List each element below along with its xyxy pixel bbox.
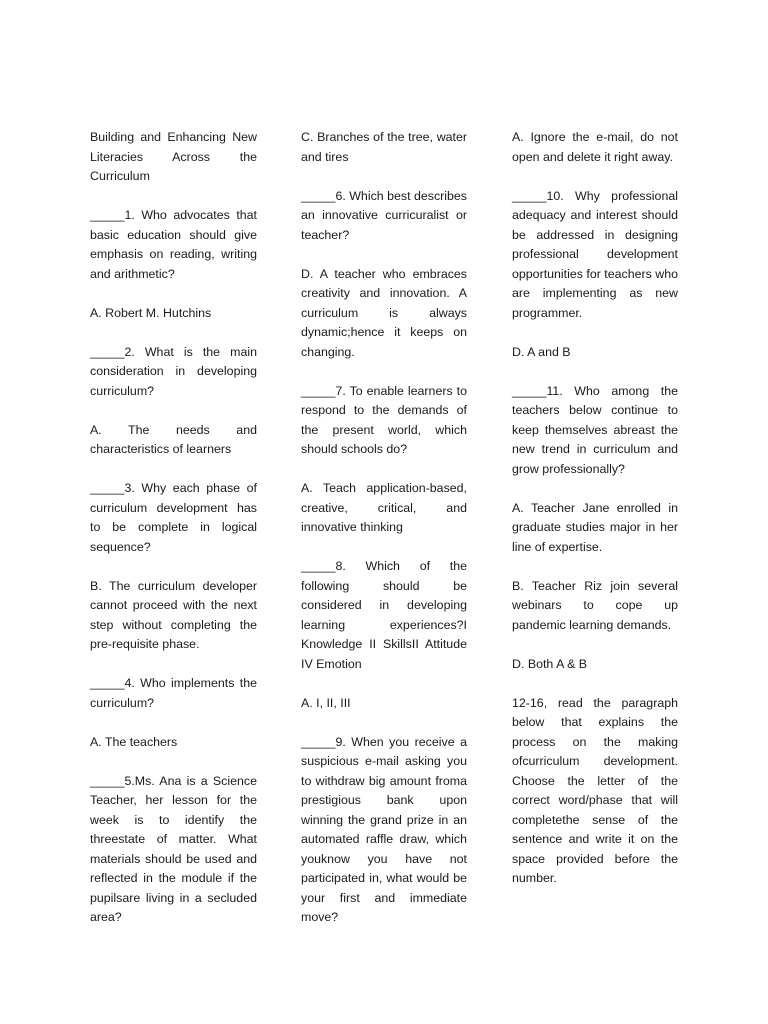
answer-11-option-b: B. Teacher Riz join several webinars to cope up pandemic learning demands.: [512, 578, 678, 632]
answer-8: A. I, II, III: [301, 695, 351, 710]
question-2: _____2. What is the main consideration in developing curriculum?: [90, 344, 257, 398]
question-6: _____6. Which best describes an innovative curricuralist or teacher?: [301, 188, 467, 242]
answer-1: A. Robert M. Hutchins: [90, 305, 212, 320]
question-10: _____10. Why professional adequacy and interest should be addressed in designing professional development opportunities for teachers who are implementing as new programmer.: [512, 188, 678, 320]
answer-4: A. The teachers: [90, 734, 178, 749]
question-4: _____4. Who implements the curriculum?: [90, 676, 257, 710]
answer-6: D. A teacher who embraces creativity and innovation. A curriculum is always dynamic;hence it keeps on changing.: [301, 266, 467, 359]
answer-2: A. The needs and characteristics of learners: [90, 422, 257, 456]
question-5: _____5.Ms. Ana is a Science Teacher, her lesson for the week is to identify the threestate of matter. What materials should be used and reflected in the module if the pupilsare living in a secluded area?: [90, 773, 257, 924]
answer-11: D. Both A & B: [512, 656, 588, 671]
question-8: _____8. Which of the following should be considered in developing learning experiences?I Knowledge II SkillsII Attitude IV Emotion: [301, 559, 467, 671]
answer-9: A. Ignore the e-mail, do not open and delete it right away.: [512, 130, 678, 164]
instructions-12-16: 12-16, read the paragraph below that explains the process on the making ofcurriculum development. Choose the letter of the correct word/phase that will completethe sense of the sentence and write it on the space provided before the number.: [512, 695, 678, 885]
question-7: _____7. To enable learners to respond to the demands of the present world, which should schools do?: [301, 383, 467, 456]
question-3: _____3. Why each phase of curriculum development has to be complete in logical sequence?: [90, 481, 257, 554]
question-9: _____9. When you receive a suspicious e-mail asking you to withdraw big amount froma prestigious bank upon winning the grand prize in an automated raffle draw, which youknow you have not participated in, what would be your first and immediate move?: [301, 734, 467, 924]
text-column-3: [512, 128, 678, 908]
answer-10: D. A and B: [512, 344, 571, 359]
answer-7: A. Teach application-based, creative, critical, and innovative thinking: [301, 481, 467, 534]
question-11: _____11. Who among the teachers below continue to keep themselves abreast the new trend in curriculum and grow professionally?: [512, 383, 678, 476]
text-column-1: [90, 128, 257, 947]
text-column-2: [301, 128, 467, 947]
answer-11-option-a: A. Teacher Jane enrolled in graduate studies major in her line of expertise.: [512, 500, 678, 554]
answer-3: B. The curriculum developer cannot proceed with the next step without completing the pre-requisite phase.: [90, 578, 257, 651]
document-title: Building and Enhancing New Literacies Across the Curriculum: [90, 130, 257, 183]
question-1: _____1. Who advocates that basic education should give emphasis on reading, writing and arithmetic?: [90, 208, 257, 281]
answer-5: C. Branches of the tree, water and tires: [301, 130, 467, 164]
